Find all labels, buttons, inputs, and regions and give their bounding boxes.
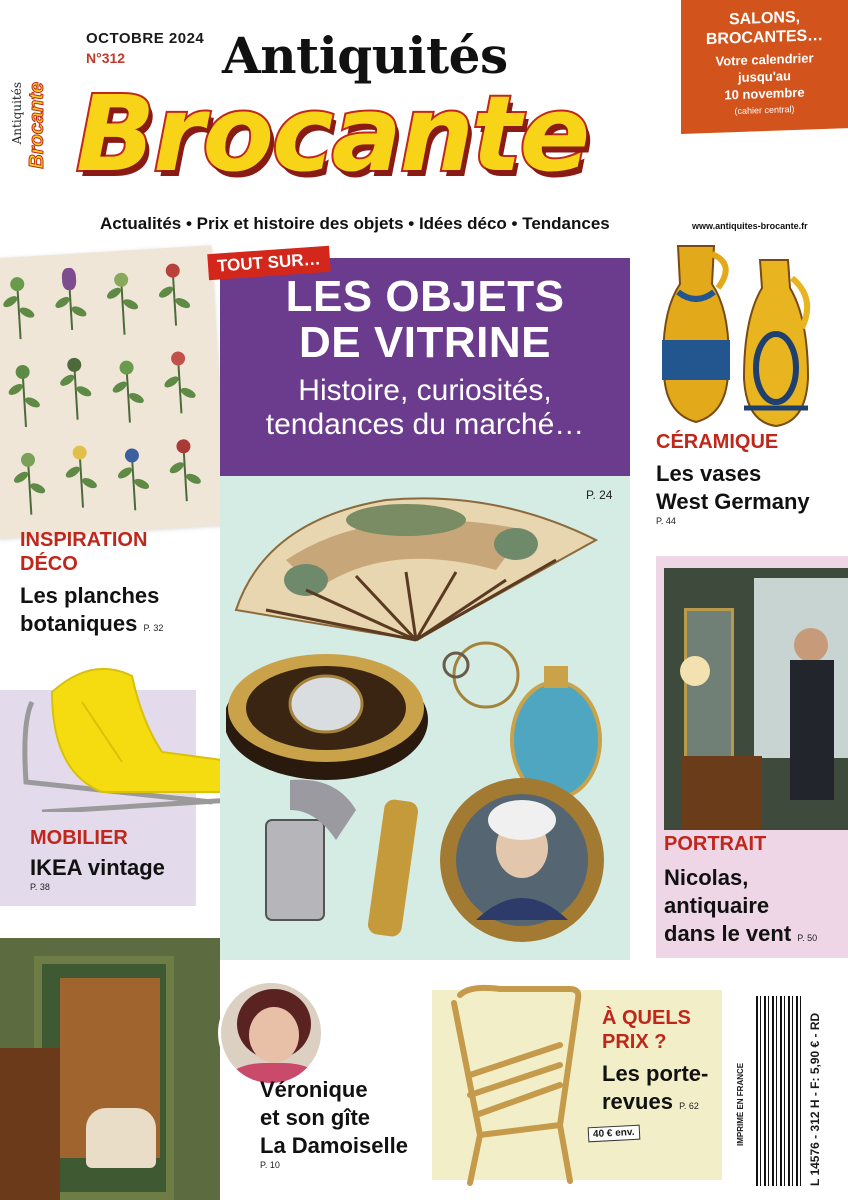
feature-subtitle-1: Histoire, curiosités, xyxy=(298,374,552,407)
portrait-label: PORTRAIT xyxy=(664,833,767,855)
logo-title-main: Brocante xyxy=(76,73,589,195)
veronique-avatar xyxy=(218,980,324,1086)
portrait-title-1: Nicolas, xyxy=(664,865,749,890)
inspiration-label-2: DÉCO xyxy=(20,553,78,575)
plant-illustration xyxy=(106,359,150,425)
botanical-plate-image xyxy=(0,245,228,539)
barcode-code: L 14576 - 312 H - F: 5,90 € - RD xyxy=(808,1012,822,1186)
vitrine-objects-image xyxy=(226,480,626,950)
interior-photo xyxy=(0,938,220,1200)
inspiration-page: P. 32 xyxy=(143,623,164,633)
ceramique-title-2: West Germany xyxy=(656,489,810,514)
logo-title-top: Antiquités xyxy=(222,26,508,85)
veronique-title-2: et son gîte xyxy=(260,1105,371,1130)
plant-illustration xyxy=(0,276,41,342)
barcode-block xyxy=(728,990,838,1190)
feature-title-1: LES OBJETS xyxy=(285,272,565,321)
veronique-title-1: Véronique xyxy=(260,1077,368,1102)
plant-illustration xyxy=(163,438,207,504)
salons-callout[interactable] xyxy=(681,0,848,134)
salons-note: (cahier central) xyxy=(734,104,795,117)
feature-header[interactable] xyxy=(220,258,630,476)
mobilier-page: P. 38 xyxy=(30,882,50,892)
feature-page: P. 24 xyxy=(586,488,613,502)
ceramic-vase-icon xyxy=(656,244,736,424)
ceramique-title-1: Les vases xyxy=(656,461,762,486)
mobilier-label: MOBILIER xyxy=(30,827,128,849)
prix-label-2: PRIX ? xyxy=(602,1031,667,1053)
veronique-page: P. 10 xyxy=(260,1160,280,1170)
plant-illustration xyxy=(59,444,103,510)
ceramic-vase-icon xyxy=(736,258,816,428)
ceramique-section[interactable] xyxy=(656,430,810,526)
barcode-bars xyxy=(756,996,804,1186)
mobilier-title: IKEA vintage xyxy=(30,855,165,880)
veronique-section[interactable] xyxy=(260,1076,408,1170)
printed-in-france: IMPRIMÉ EN FRANCE xyxy=(736,1062,745,1146)
ceramique-label: CÉRAMIQUE xyxy=(656,431,779,453)
ceramique-page: P. 44 xyxy=(656,516,676,526)
feature-title-2: DE VITRINE xyxy=(299,318,551,367)
inspiration-section[interactable] xyxy=(20,528,163,642)
portrait-page: P. 50 xyxy=(797,933,818,943)
mini-logo-top: Antiquités xyxy=(10,82,24,145)
issue-date: OCTOBRE 2024 xyxy=(86,30,205,47)
website-url[interactable]: www.antiquites-brocante.fr xyxy=(692,221,808,231)
prix-page: P. 62 xyxy=(679,1101,699,1111)
salons-line1: SALONS, xyxy=(728,8,801,29)
mini-logo xyxy=(6,82,50,192)
plant-illustration xyxy=(54,357,98,423)
plant-illustration xyxy=(8,452,52,518)
price-tag: 40 € env. xyxy=(588,1125,640,1143)
prix-section[interactable] xyxy=(602,1006,708,1120)
portrait-section[interactable] xyxy=(664,832,817,952)
salons-line5: 10 novembre xyxy=(724,84,805,103)
feature-kicker: TOUT SUR… xyxy=(207,246,330,280)
yellow-chair-image xyxy=(12,662,244,812)
prix-title-2: revues P. 62 xyxy=(602,1089,699,1114)
portrait-title-3: dans le vent P. 50 xyxy=(664,921,818,946)
prix-label-1: À QUELS xyxy=(602,1007,691,1029)
plant-illustration xyxy=(112,447,156,513)
inspiration-title-1: Les planches xyxy=(20,583,160,608)
feature-subtitle-2: tendances du marché… xyxy=(265,408,585,441)
plant-illustration xyxy=(2,364,46,430)
portrait-title-2: antiquaire xyxy=(664,893,770,918)
salons-line2: BROCANTES… xyxy=(705,27,824,49)
mini-logo-main: Brocante xyxy=(26,82,48,169)
veronique-title-3: La Damoiselle xyxy=(260,1133,408,1158)
shop-interior-photo xyxy=(664,568,848,830)
magazine-rack-image xyxy=(440,975,590,1190)
mobilier-section[interactable] xyxy=(30,826,165,892)
prix-title-1: Les porte- xyxy=(602,1061,709,1086)
salons-line4: jusqu'au xyxy=(738,68,791,86)
salons-line3: Votre calendrier xyxy=(715,50,814,69)
plant-illustration xyxy=(101,272,145,338)
tagline: Actualités • Prix et histoire des objets • Idées déco • Tendances xyxy=(100,214,610,233)
inspiration-label-1: INSPIRATION xyxy=(20,529,148,551)
inspiration-title-2: botaniques P. 32 xyxy=(20,611,164,636)
plant-illustration xyxy=(158,350,202,416)
plant-illustration xyxy=(48,267,92,333)
plant-illustration xyxy=(152,262,196,328)
issue-number: N°312 xyxy=(86,50,126,66)
